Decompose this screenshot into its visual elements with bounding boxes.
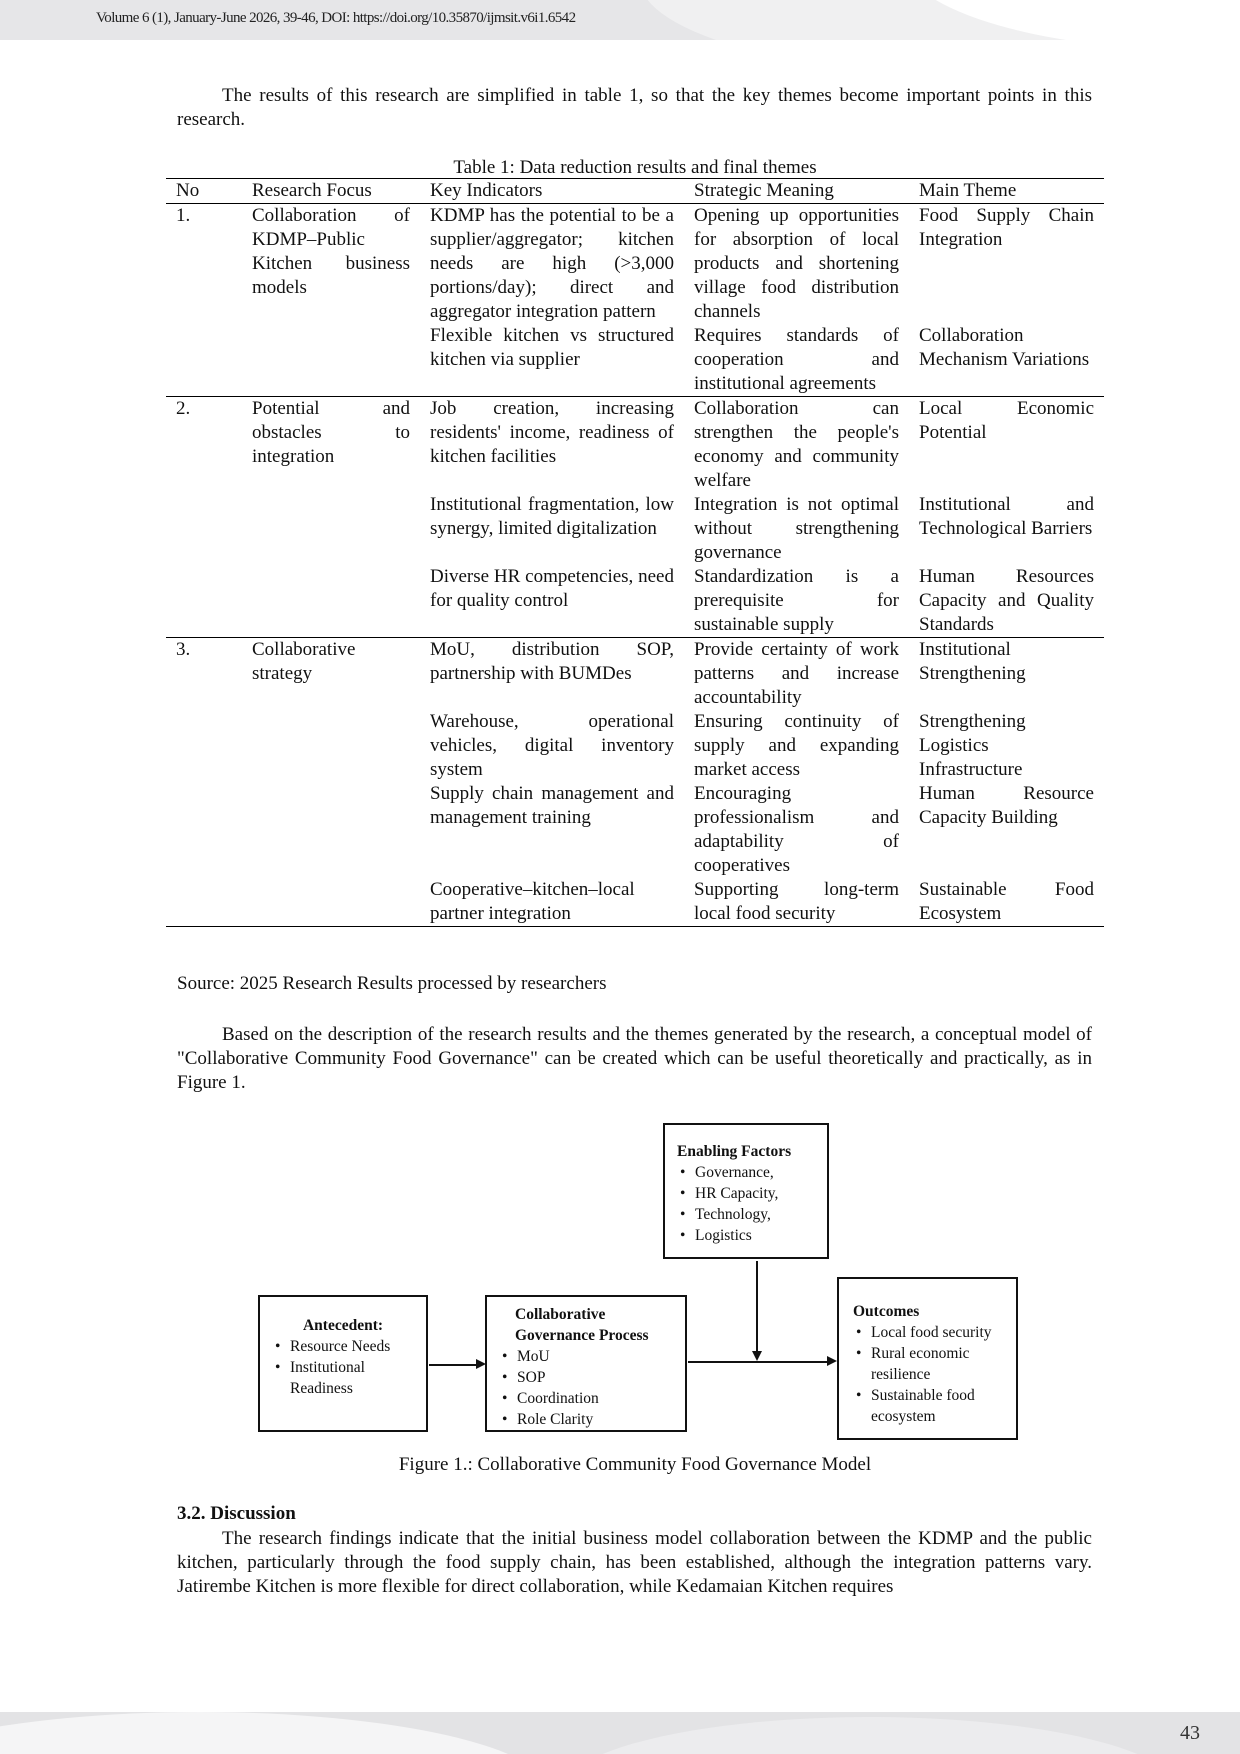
arrow-enabling-to-flow <box>756 1261 758 1352</box>
list-item: • Institutional Readiness <box>290 1357 426 1399</box>
list-item: • Resource Needs <box>290 1336 426 1357</box>
list-item: • Local food security <box>871 1322 1010 1343</box>
cell-focus: Collaborative strategy <box>242 638 420 927</box>
arrow-process-to-outcomes <box>688 1361 828 1363</box>
cell-meaning: Encouraging professionalism and adaptability of cooperatives <box>694 783 899 876</box>
cell-meaning: Ensuring continuity of supply and expanding market access <box>694 711 899 780</box>
outcomes-title: Outcomes <box>853 1303 920 1320</box>
enabling-factors-list <box>677 1162 827 1246</box>
outcomes-list <box>853 1322 1010 1427</box>
themes-table <box>166 178 1104 927</box>
cell-meaning: Standardization is a prerequisite for sustainable supply <box>684 565 909 638</box>
cell-theme: Collaboration Mechanism Variations <box>909 324 1104 397</box>
page-number: 43 <box>1180 1722 1200 1744</box>
cell-meaning: Provide certainty of work patterns and increase accountability <box>694 639 899 708</box>
journal-citation: Volume 6 (1), January-June 2026, 39-46, DOI: https://doi.org/10.35870/ijmsit.v6i1.6542 <box>96 10 576 26</box>
cell-meaning: Opening up opportunities for absorption of local products and shortening village food distribution channels <box>694 205 899 322</box>
cell-indicators: Institutional fragmentation, low synergy, limited digitalization <box>430 494 674 539</box>
cell-indicators: MoU, distribution SOP, partnership with BUMDes <box>430 639 674 684</box>
table-row <box>166 397 1104 494</box>
antecedent-list <box>272 1336 426 1399</box>
cell-indicators: Warehouse, operational vehicles, digital inventory system <box>430 711 674 780</box>
cell-meaning: Integration is not optimal without strengthening governance <box>694 494 899 563</box>
cell-no: 2. <box>166 397 242 638</box>
intro-paragraph: The results of this research are simplified in table 1, so that the key themes become important points in this research. <box>177 85 1092 130</box>
cell-indicators: KDMP has the potential to be a supplier/aggregator; kitchen needs are high (>3,000 portions/day); direct and aggregator integration pattern <box>430 205 674 322</box>
header-band <box>0 0 1240 40</box>
governance-process-list <box>499 1346 685 1430</box>
column-header: Research Focus <box>242 179 420 204</box>
cell-theme: Food Supply Chain Integration <box>919 205 1094 250</box>
list-item: • Sustainable food ecosystem <box>871 1385 1010 1427</box>
table-source: Source: 2025 Research Results processed by researchers <box>177 973 607 994</box>
column-header: No <box>166 179 242 204</box>
cell-no: 3. <box>166 638 242 927</box>
column-header: Main Theme <box>909 179 1104 204</box>
cell-focus: Collaboration of KDMP–Public Kitchen business models <box>242 204 420 397</box>
cell-indicators: Diverse HR competencies, need for quality control <box>420 565 684 638</box>
cell-meaning: Requires standards of cooperation and institutional agreements <box>684 324 909 397</box>
arrowhead <box>476 1359 486 1369</box>
footer-band <box>0 1712 1240 1754</box>
cell-theme: Institutional Strengthening <box>919 639 1026 684</box>
list-item: • Governance, <box>695 1162 827 1183</box>
cell-theme: Sustainable Food Ecosystem <box>909 878 1104 927</box>
arrowhead <box>827 1356 837 1366</box>
figure-caption: Figure 1.: Collaborative Community Food Governance Model <box>398 1454 872 1475</box>
governance-process-title: Collaborative Governance Process <box>515 1306 649 1344</box>
enabling-factors-box <box>663 1123 829 1259</box>
table-row <box>166 638 1104 711</box>
antecedent-box <box>258 1295 428 1432</box>
cell-indicators: Cooperative–kitchen–local partner integration <box>420 878 684 927</box>
cell-indicators: Flexible kitchen vs structured kitchen via supplier <box>420 324 684 397</box>
model-paragraph: Based on the description of the research results and the themes generated by the research, a conceptual model of "Collaborative Community Food Governance" can be created which can be useful theoretically and practically, as in Figure 1. <box>177 1024 1092 1093</box>
discussion-paragraph: The research findings indicate that the initial business model collaboration between the KDMP and the public kitchen, particularly through the food supply chain, has been established, although the integration patterns vary. Jatirembe Kitchen is more flexible for direct collaboration, while Kedamaian Kitchen requires <box>177 1528 1092 1597</box>
governance-process-box <box>485 1295 687 1432</box>
arrow-antecedent-to-process <box>429 1364 477 1366</box>
enabling-factors-title: Enabling Factors <box>677 1143 792 1160</box>
column-header: Strategic Meaning <box>684 179 909 204</box>
list-item: • Coordination <box>517 1388 685 1409</box>
list-item: • Role Clarity <box>517 1409 685 1430</box>
list-item: • MoU <box>517 1346 685 1367</box>
arrowhead <box>752 1351 762 1361</box>
table-row <box>166 204 1104 325</box>
cell-theme: Institutional and Technological Barriers <box>919 494 1094 539</box>
cell-theme: Local Economic Potential <box>919 398 1094 443</box>
antecedent-title: Antecedent: <box>302 1317 384 1334</box>
outcomes-box <box>837 1277 1018 1440</box>
cell-indicators: Supply chain management and management training <box>430 783 674 828</box>
cell-theme: Human Resources Capacity and Quality Standards <box>909 565 1104 638</box>
cell-theme: Human Resource Capacity Building <box>919 783 1094 828</box>
column-header: Key Indicators <box>420 179 684 204</box>
cell-no: 1. <box>166 204 242 397</box>
list-item: • Technology, <box>695 1204 827 1225</box>
table-caption: Table 1: Data reduction results and final themes <box>453 157 817 178</box>
list-item: • Logistics <box>695 1225 827 1246</box>
list-item: • SOP <box>517 1367 685 1388</box>
section-heading: 3.2. Discussion <box>177 1503 296 1524</box>
footer-decoration <box>560 1717 1180 1754</box>
cell-indicators: Job creation, increasing residents' income, readiness of kitchen facilities <box>430 398 674 467</box>
cell-theme: Strengthening Logistics Infrastructure <box>919 711 1026 780</box>
cell-meaning: Supporting long-term local food security <box>684 878 909 927</box>
footer-decoration <box>0 1712 550 1754</box>
list-item: • HR Capacity, <box>695 1183 827 1204</box>
list-item: • Rural economic resilience <box>871 1343 1010 1385</box>
table-header-row <box>166 179 1104 204</box>
cell-focus: Potential and obstacles to integration <box>242 397 420 638</box>
cell-meaning: Collaboration can strengthen the people's economy and community welfare <box>694 398 899 491</box>
